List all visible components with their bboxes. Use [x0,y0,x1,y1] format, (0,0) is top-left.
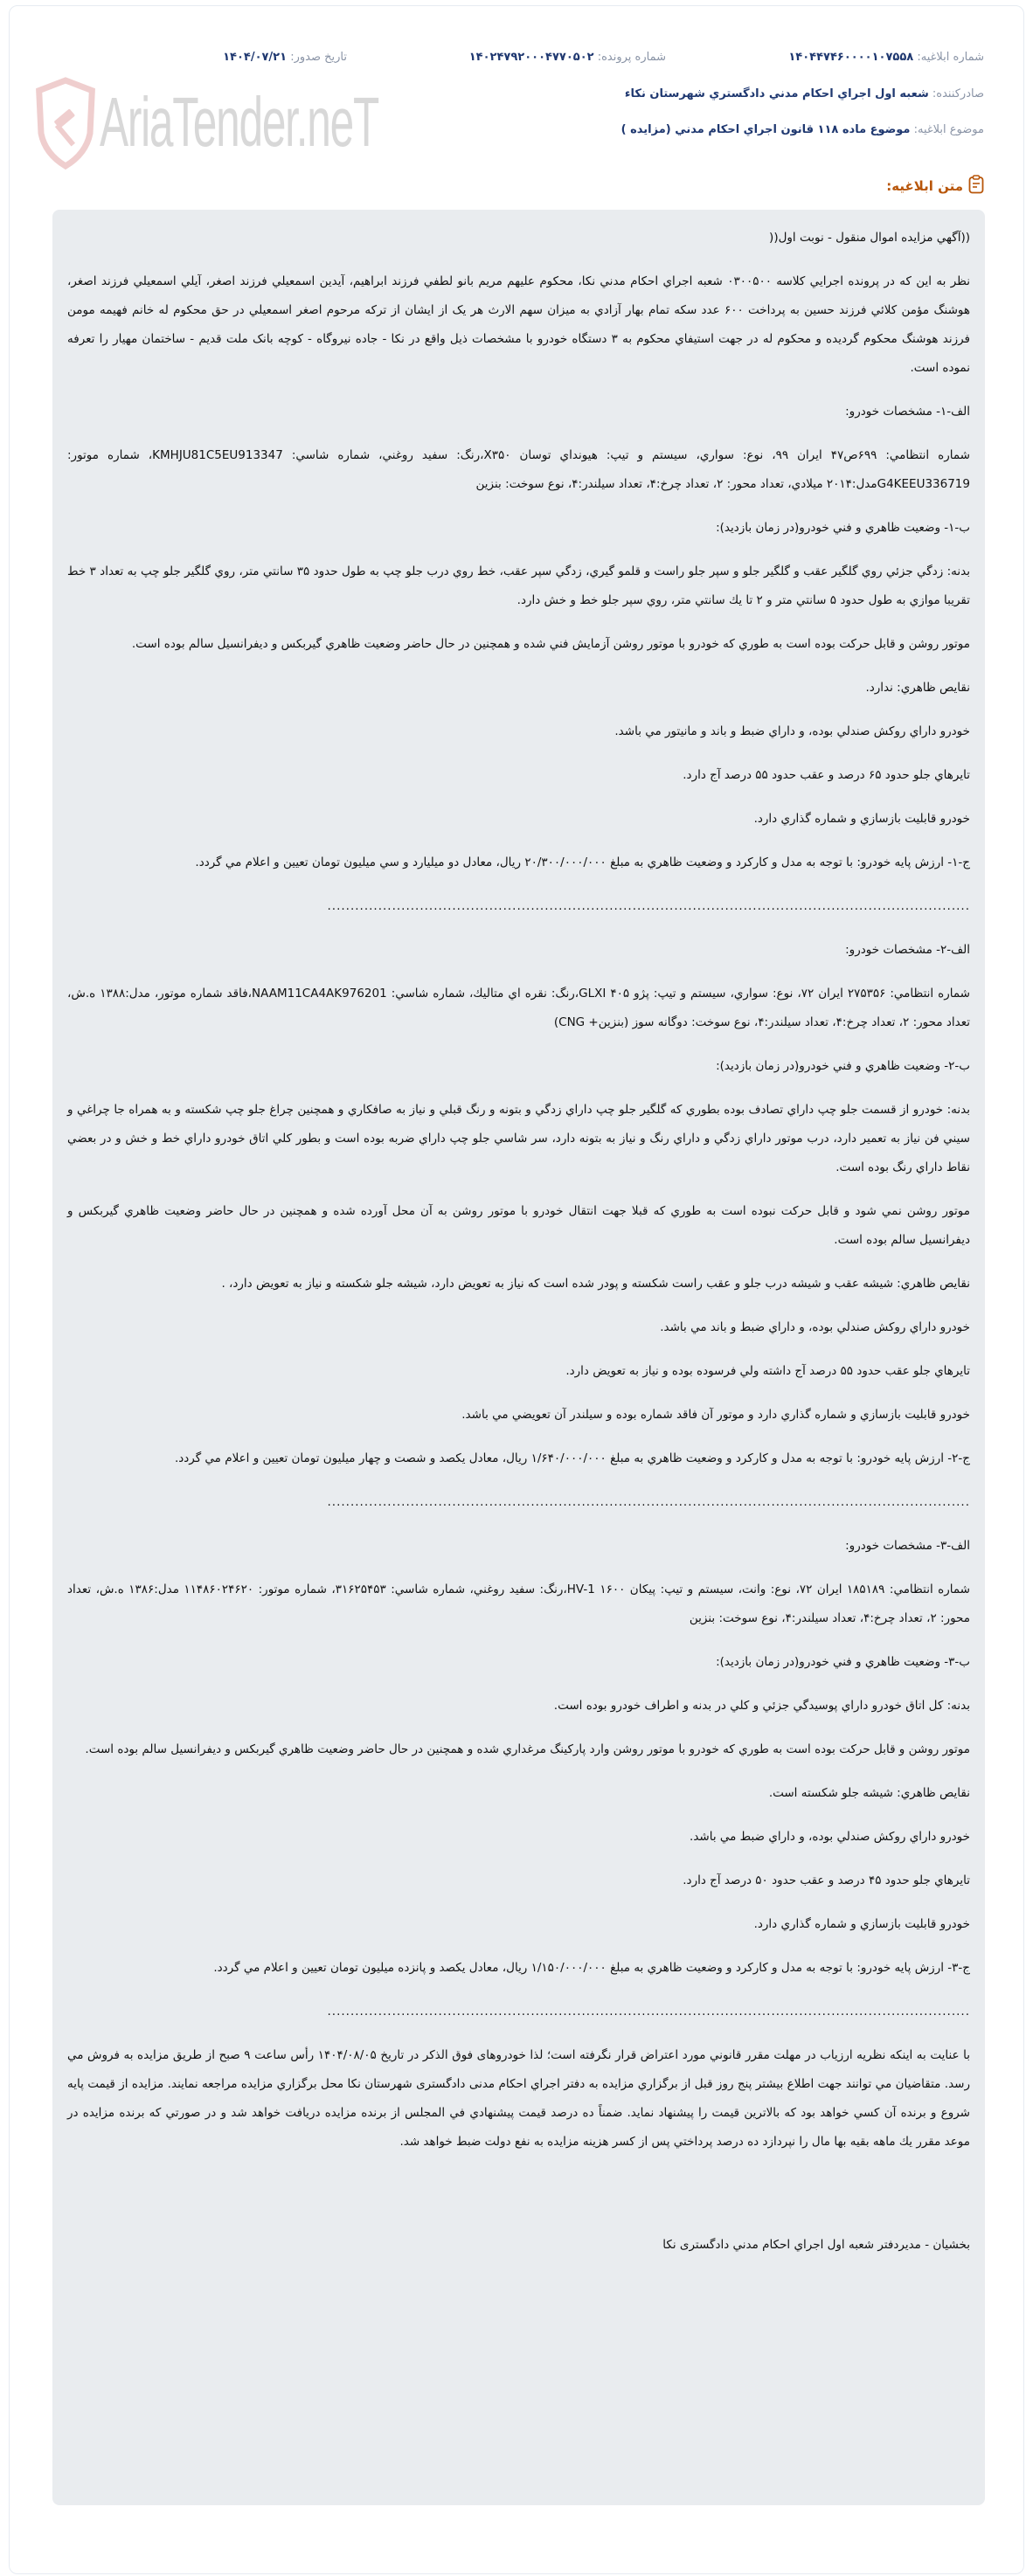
signature: بخشيان - مديردفتر شعبه اول اجراي احكام مدني دادگستری نكا [662,2238,970,2252]
vehicle-3-tires: تايرهاي جلو حدود ۴۵ درصد و عقب حدود ۵۰ درصد آج دارد. [683,1873,970,1887]
separator: ........................................................................................................................................... [327,1495,970,1509]
case-number-value: ۱۴۰۲۴۷۹۲۰۰۰۴۷۷۰۵۰۲ [468,51,594,64]
subject-label: موضوع ابلاغيه: [913,123,984,136]
vehicle-2-body: بدنه: خودرو از قسمت جلو چپ داراي تصادف بوده بطوري كه گلگير جلو چپ داراي زدگي و بتونه و رنگ قبلي و نياز به صافكاري و همچنين چراغ جلو چپ شكسته و به همراه جا چراغي و سيني فن نياز به تعمير دارد، درب موتور داراي زدگي و داراي رنگ و نياز به بتونه دارد، سر شاسي جلو چپ داراي ضربه بوده است و بطور كلي اتاق خودرو داراي خط و خش و در بعضي نقاط داراي رنگ بوده است. [67,1103,970,1174]
notice-number-label: شماره ابلاغيه: [917,51,984,64]
vehicle-1-tires: تايرهاي جلو حدود ۶۵ درصد و عقب حدود ۵۵ درصد آج دارد. [683,768,970,782]
separator: ........................................................................................................................................... [327,2005,970,2019]
notice-number [788,51,984,72]
notice-body [52,210,985,2505]
vehicle-1-engine: موتور روشن و قابل حركت بوده است به طوري كه خودرو با موتور روشن آزمايش فني شده و همچنين در حال حاضر وضعيت ظاهري گيربكس و ديفرانسيل سالم بوده است. [131,637,970,651]
vehicle-3-body: بدنه: كل اتاق خودرو داراي پوسيدگي جزئي و كلي در بدنه و اطراف خودرو بوده است. [553,1699,970,1713]
subject-value: موضوع ماده ۱۱۸ قانون اجراي احكام مدني (مزايده ) [620,123,911,136]
vehicle-2-defects: نقايص ظاهري: شيشه عقب و شيشه درب جلو و عقب راست شكسته و پودر شده است كه نياز به تعويض دارد، شيشه جلو شكسته و نياز به تعويض دارد، . [221,1277,970,1291]
subject [621,123,984,144]
notice-number-value: ۱۴۰۴۴۷۴۶۰۰۰۰۱۰۷۵۵۸ [788,51,914,64]
issuer [625,87,984,108]
notice-title-line: ((آگهي مزايده اموال منقول - نوبت اول(( [769,231,970,245]
vehicle-1-spec-heading: الف-۱- مشخصات خودرو: [845,405,970,419]
vehicle-2-accessories: خودرو داراي روكش صندلي بوده، و داراي ضبط و باند مي باشد. [660,1320,970,1334]
case-number [469,51,666,72]
notice-text-heading [886,175,984,197]
vehicle-1-body: بدنه: زدگي جزئي روي گلگير عقب و گلگير جلو و سپر جلو راست و قلمو گيري، زدگي سپر عقب، خط روي درب جلو چپ به طول حدود ۳۵ سانتي متر، روي گلگير جلو چپ به تعداد ۳ خط تقريبا موازي به طول حدود ۵ سانتي متر و ۲ تا يك سانتي متر، روي سپر جلو خط و خش دارد. [67,564,971,607]
vehicle-2-spec: شماره انتظامي: ۲۷۵۳۵۶ ايران ۷۲، نوع: سواري، سيستم و تيپ: پژو ۴۰۵ GLXI،رنگ: نقره اي متاليك، شماره شاسي: NAAM11CA4AK976201،فاقد شماره موتور، مدل:۱۳۸۸ ه.ش، تعداد محور: ۲، تعداد چرخ:۴، تعداد سيلندر:۴، نوع سوخت: دوگانه سوز (بنزين+ CNG) [67,987,970,1029]
issue-date [223,51,347,72]
case-number-label: شماره پرونده: [597,51,666,64]
vehicle-2-registration: خودرو قابليت بازسازي و شماره گذاري دارد و موتور آن فاقد شماره بوده و سيلندر آن تعويضي مي باشد. [461,1408,970,1422]
vehicle-1-defects: نقايص ظاهري: ندارد. [865,681,970,695]
separator: ........................................................................................................................................... [327,899,970,913]
vehicle-2-base-value: ج-۲- ارزش پايه خودرو: با توجه به مدل و كاركرد و وضعيت ظاهري به مبلغ ۱/۶۴۰/۰۰۰/۰۰۰ ريال، معادل يكصد و شصت و چهار ميليون تومان تعيين و اعلام مي گردد. [174,1451,970,1465]
vehicle-3-engine: موتور روشن و قابل حركت بوده است به طوري كه خودرو با موتور روشن وارد پاركينگ مرغداري شده و همچنين در حال حاضر وضعيت ظاهري گيربكس و ديفرانسيل سالم بوده است. [85,1742,970,1756]
vehicle-1-accessories: خودرو داراي روكش صندلي بوده، و داراي ضبط و باند و مانيتور مي باشد. [614,724,970,738]
vehicle-3-accessories: خودرو داراي روكش صندلي بوده، و داراي ضبط مي باشد. [690,1830,970,1844]
issue-date-value: ۱۴۰۴/۰۷/۲۱ [223,51,288,64]
issue-date-label: تاريخ صدور: [290,51,347,64]
vehicle-1-status-heading: ب-۱- وضعيت ظاهري و فني خودرو(در زمان بازديد): [716,521,970,535]
vehicle-3-registration: خودرو قابليت بازسازي و شماره گذاري دارد. [753,1917,970,1931]
watermark-text: AriaTender.neT [100,83,379,161]
issuer-label: صادرکننده: [932,87,984,100]
issuer-value: شعبه اول اجراي احكام مدني دادگستري شهرستان نكاء [624,87,929,100]
closing-paragraph: با عنايت به اينكه نظريه ارزياب در مهلت مقرر قانوني مورد اعتراض قرار نگرفته است؛ لذا خودروهای فوق الذكر در تاريخ ۱۴۰۴/۰۸/۰۵ رأس ساعت ۹ صبح از طريق مزايده به فروش مي رسد. متقاضيان مي توانند جهت اطلاع بيشتر پنج روز قبل از برگزاري مزايده به دفتر اجراي احكام مدنی دادگستری شهرستان نكا محل برگزاري مزايده مراجعه نمايند. مزايده از قيمت پايه شروع و برنده آن كسي خواهد بود كه بالاترين قيمت را پيشنهاد نمايد. ضمناً ده درصد قيمت پيشنهادي في المجلس از برنده مزايده دريافت خواهد شد و در صورتي كه برنده مزايده در موعد مقرر يك ماهه بقيه بها مال را نپردازد ده درصد پرداختي پس از كسر هزينه مزايده به نفع دولت ضبط خواهد شد. [67,2048,970,2149]
vehicle-2-tires: تايرهاي جلو عقب حدود ۵۵ درصد آج داشته ولي فرسوده بوده و نياز به تعويض دارد. [565,1364,970,1378]
document-icon [968,175,984,197]
vehicle-3-status-heading: ب-۳- وضعيت ظاهري و فني خودرو(در زمان بازديد): [716,1655,970,1669]
vehicle-1-base-value: ج-۱- ارزش پايه خودرو: با توجه به مدل و كاركرد و وضعيت ظاهري به مبلغ ۲۰/۳۰۰/۰۰۰/۰۰۰ ريال، معادل دو ميليارد و سي ميليون تومان تعيين و اعلام مي گردد. [195,855,970,869]
vehicle-3-defects: نقايص ظاهري: شيشه جلو شكسته است. [768,1786,970,1800]
vehicle-3-base-value: ج-۳- ارزش پايه خودرو: با توجه به مدل و كاركرد و وضعيت ظاهري به مبلغ ۱/۱۵۰/۰۰۰/۰۰۰ ريال، معادل يكصد و پانزده ميليون تومان تعيين و اعلام مي گردد. [213,1961,970,1975]
vehicle-3-spec: شماره انتظامي: ۱۸۵۱۸۹ ايران ۷۲، نوع: وانت، سيستم و تيپ: پيكان ۱۶۰۰ HV-1،رنگ: سفيد روغني، شماره شاسي: ۳۱۶۲۵۴۵۳، شماره موتور: ۱۱۴۸۶۰۲۴۶۲۰ مدل:۱۳۸۶ ه.ش، تعداد محور: ۲، تعداد چرخ:۴، تعداد سيلندر:۴، نوع سوخت: بنزين [67,1582,970,1625]
vehicle-2-spec-heading: الف-۲- مشخصات خودرو: [845,943,970,957]
intro-paragraph: نظر به اين که در پرونده اجرايي كلاسه ۰۳۰۰۵۰۰ شعبه اجراي احكام مدني نكا، محكوم عليهم مريم بانو لطفي فرزند ابراهيم، آيدين اسمعيلي فرزند اصغر، آيلي اسمعيلي فرزند اصغر، هوشنگ مؤمن كلائي فرزند حسين به پرداخت ۶۰۰ عدد سكه تمام بهار آزادي به ميزان سهم الارث هر يک از ايشان از ترکه مرحوم اصغر اسمعيلي در حق محکوم له خانم فهيمه مومن فرزند هوشنگ محکوم گرديده و محکوم له در جهت استيفاي محکوم به ۳ دستگاه خودرو با مشخصات ذيل واقع در نکا - جاده نيروگاه - کوچه بانک ملت قديم - ساختمان مهيار را تعرفه نموده است. [67,274,971,375]
vehicle-2-engine: موتور روشن نمي شود و قابل حركت نبوده است به طوري كه قبلا جهت انتقال خودرو با موتور روشن به آن محل آورده شده و همچنين در حال حاضر وضعيت ظاهري گيربكس و ديفرانسيل سالم بوده است. [67,1204,970,1247]
vehicle-1-spec: شماره انتظامي: ۶۹۹ص۴۷ ايران ۹۹، نوع: سواري، سيستم و تيپ: هيونداي توسان X۳۵۰،رنگ: سفيد روغني، شماره شاسي: KMHJU81C5EU913347، شماره موتور: G4KEEU336719مدل:۲۰۱۴ ميلادي، تعداد محور: ۲، تعداد چرخ:۴، تعداد سيلندر:۴، نوع سوخت: بنزين [67,448,970,491]
vehicle-2-status-heading: ب-۲- وضعيت ظاهري و فني خودرو(در زمان بازديد): [716,1059,970,1073]
vehicle-1-registration: خودرو قابليت بازسازي و شماره گذاري دارد. [753,812,970,826]
vehicle-3-spec-heading: الف-۳- مشخصات خودرو: [845,1539,970,1553]
notice-text-title: متن ابلاغيه: [886,178,963,194]
